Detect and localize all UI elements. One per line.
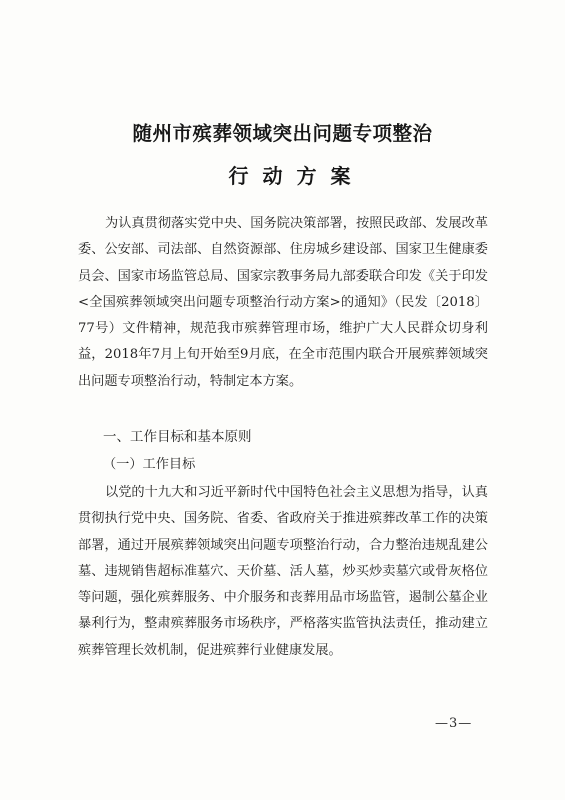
intro-paragraph: 为认真贯彻落实党中央、国务院决策部署，按照民政部、发展改革委、公安部、司法部、自然资源部、住房城乡建设部、国家卫生健康委员会、国家市场监管总局、国家宗教事务局九部委联合印发《关于印发<全国殡葬领域突出问题专项整治行动方案>的通知》（民发〔2018〕77号）文件精神，规范我市殡葬管理市场，维护广大人民群众切身利益，2018年7月上旬开始至9月底，在全市范围内联合开展殡葬领域突出问题专项整治行动，特制定本方案。 — [78, 216, 488, 389]
document-title-line-1: 随州市殡葬领域突出问题专项整治 — [132, 122, 433, 145]
goals-paragraph: 以党的十九大和习近平新时代中国特色社会主义思想为指导，认真贯彻执行党中央、国务院、省委、省政府关于推进殡葬改革工作的决策部署，通过开展殡葬领域突出问题专项整治行动，合力整治违规乱建公墓、违规销售超标准墓穴、天价墓、活人墓，炒买炒卖墓穴或骨灰格位等问题，强化殡葬服务、中介服务和丧葬用品市场监管，遏制公墓企业暴利行为，整肃殡葬服务市场秩序，严格落实监管执法责任，推动建立殡葬管理长效机制，促进殡葬行业健康发展。 — [78, 485, 488, 658]
section-heading: 一、工作目标和基本原则 — [103, 429, 252, 445]
subsection-heading: （一）工作目标 — [103, 457, 196, 472]
document-title-line-2: 行动方案 — [228, 164, 365, 188]
page-number: —3— — [435, 716, 473, 731]
